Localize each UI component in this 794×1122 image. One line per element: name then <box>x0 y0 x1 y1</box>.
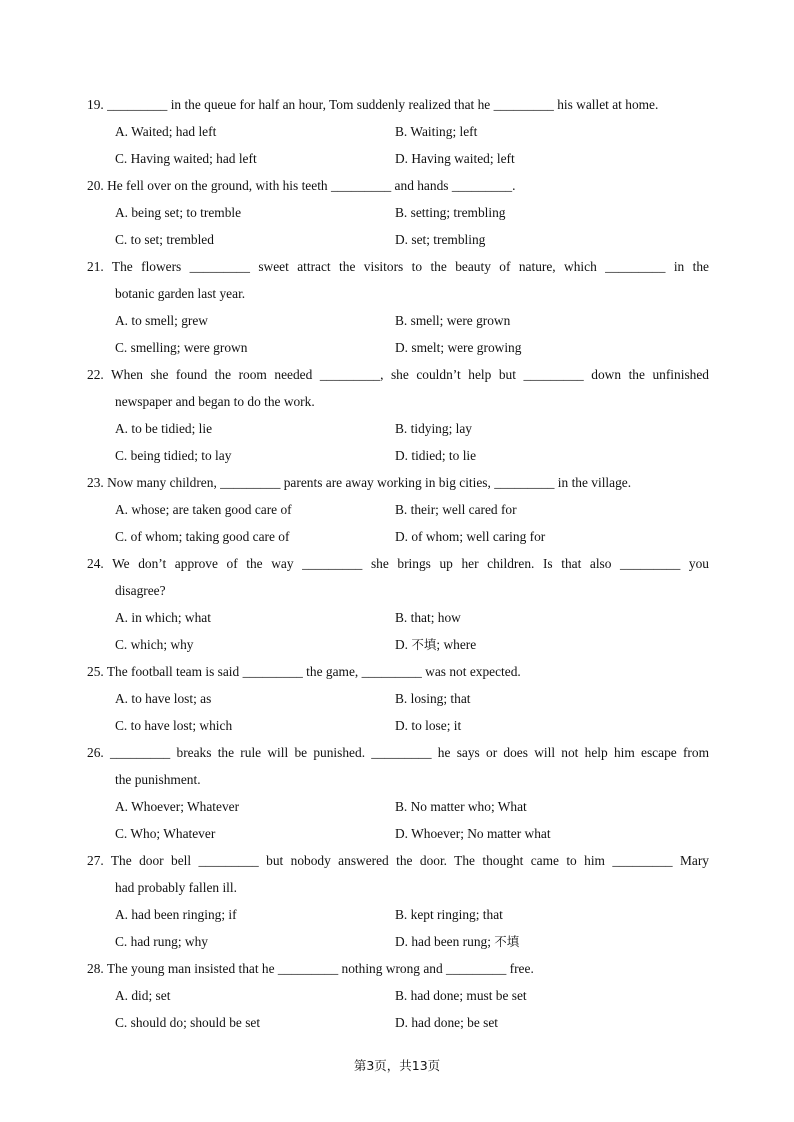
answer-option: C. should do; should be set <box>115 1015 261 1030</box>
page-footer: 第3页，共13页 <box>353 1058 441 1073</box>
answer-options <box>87 496 709 550</box>
question-item <box>87 172 709 253</box>
answer-option: A. to smell; grew <box>115 313 208 328</box>
answer-options <box>87 199 709 253</box>
answer-option: D. had been rung; 不填 <box>395 934 520 949</box>
answer-option: C. Who; Whatever <box>115 826 216 841</box>
answer-option: B. kept ringing; that <box>395 907 503 922</box>
question-stem: 21. The flowers _________ sweet attract the visitors to the beauty of nature, which _________ in the <box>87 259 709 274</box>
answer-option: D. smelt; were growing <box>395 340 522 355</box>
answer-option: B. No matter who; What <box>395 799 527 814</box>
question-stem: 26. _________ breaks the rule will be punished. _________ he says or does will not help him escape from <box>87 745 709 760</box>
question-stem: 24. We don’t approve of the way _________ she brings up her children. Is that also _________ you <box>87 556 709 571</box>
answer-options <box>87 415 709 469</box>
answer-option: C. to set; trembled <box>115 232 214 247</box>
answer-option: B. setting; trembling <box>395 205 506 220</box>
answer-option: A. did; set <box>115 988 171 1003</box>
answer-option: A. Whoever; Whatever <box>115 799 240 814</box>
question-item <box>87 550 709 658</box>
answer-options <box>87 604 709 658</box>
answer-option: D. Whoever; No matter what <box>395 826 551 841</box>
answer-options <box>87 901 709 955</box>
question-item <box>87 469 709 550</box>
answer-option: B. smell; were grown <box>395 313 511 328</box>
answer-option: D. tidied; to lie <box>395 448 477 463</box>
answer-options <box>87 307 709 361</box>
answer-option: D. set; trembling <box>395 232 486 247</box>
question-item <box>87 739 709 847</box>
question-item <box>87 658 709 739</box>
answer-option: D. had done; be set <box>395 1015 499 1030</box>
answer-option: B. that; how <box>395 610 461 625</box>
answer-option: D. 不填; where <box>395 637 477 652</box>
question-stem-continuation: disagree? <box>115 583 166 598</box>
answer-option: C. had rung; why <box>115 934 208 949</box>
question-stem-continuation: the punishment. <box>115 772 201 787</box>
answer-option: C. to have lost; which <box>115 718 233 733</box>
question-item <box>87 955 709 1036</box>
answer-options <box>87 982 709 1036</box>
answer-option: C. being tidied; to lay <box>115 448 232 463</box>
answer-option: A. had been ringing; if <box>115 907 237 922</box>
question-item <box>87 361 709 469</box>
answer-options <box>87 685 709 739</box>
answer-option: B. tidying; lay <box>395 421 472 436</box>
question-stem: 22. When she found the room needed _________, she couldn’t help but _________ down the unfinished <box>87 367 709 382</box>
question-stem-continuation: had probably fallen ill. <box>115 880 237 895</box>
question-stem: 25. The football team is said _________ the game, _________ was not expected. <box>87 664 521 679</box>
answer-option: C. smelling; were grown <box>115 340 248 355</box>
question-stem: 23. Now many children, _________ parents are away working in big cities, _________ in the village. <box>87 475 632 490</box>
answer-options <box>87 118 709 172</box>
answer-option: A. Waited; had left <box>115 124 217 139</box>
answer-options <box>87 793 709 847</box>
question-stem: 20. He fell over on the ground, with his teeth _________ and hands _________. <box>87 178 516 193</box>
answer-option: C. of whom; taking good care of <box>115 529 290 544</box>
answer-option: C. Having waited; had left <box>115 151 257 166</box>
question-item <box>87 847 709 955</box>
question-list <box>87 91 709 1036</box>
answer-option: B. had done; must be set <box>395 988 527 1003</box>
answer-option: D. to lose; it <box>395 718 462 733</box>
answer-option: B. Waiting; left <box>395 124 478 139</box>
answer-option: A. whose; are taken good care of <box>115 502 292 517</box>
question-stem-continuation: botanic garden last year. <box>115 286 246 301</box>
answer-option: D. of whom; well caring for <box>395 529 546 544</box>
question-stem-continuation: newspaper and began to do the work. <box>115 394 315 409</box>
question-stem: 27. The door bell _________ but nobody answered the door. The thought came to him _________ Mary <box>87 853 709 868</box>
answer-option: A. being set; to tremble <box>115 205 242 220</box>
question-item <box>87 253 709 361</box>
answer-option: A. in which; what <box>115 610 211 625</box>
answer-option: C. which; why <box>115 637 194 652</box>
question-item <box>87 91 709 172</box>
question-stem: 28. The young man insisted that he _________ nothing wrong and _________ free. <box>87 961 534 976</box>
answer-option: D. Having waited; left <box>395 151 515 166</box>
answer-option: B. their; well cared for <box>395 502 517 517</box>
question-stem: 19. _________ in the queue for half an hour, Tom suddenly realized that he _________ his wallet at home. <box>87 97 659 112</box>
answer-option: B. losing; that <box>395 691 471 706</box>
answer-option: A. to have lost; as <box>115 691 212 706</box>
answer-option: A. to be tidied; lie <box>115 421 213 436</box>
